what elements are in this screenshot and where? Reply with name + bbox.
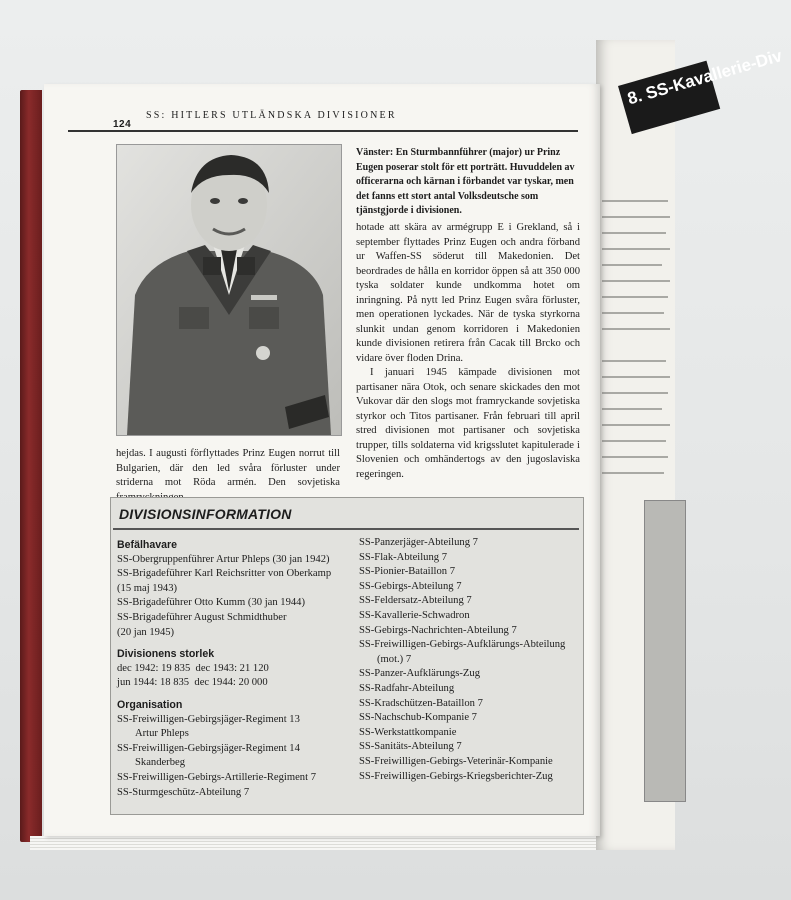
organisation-heading: Organisation <box>117 698 183 711</box>
page-number: 124 <box>113 119 132 130</box>
organisation-unit: SS-Werkstattkompanie <box>359 726 457 738</box>
page-stack <box>30 836 620 850</box>
body-paragraph: hotade att skära av armégrupp E i Grekland, så i september flyttades Prinz Eugen och andra förband ur Waffen-SS söderut till Makedonien. Det beordrades de hålla en korridor öppen så att 350 000 tyska soldater kunde undkomma hotet om inringning. På nytt led Prinz Eugen svåra förluster, men operationen lyckades. När de tyska styrkorna slunkit undan genom korridoren i Makedonien kunde divisionen retirera från Cacak till Brcko och vidare över floden Drina. <box>356 222 580 364</box>
running-head: SS: HITLERS UTLÄNDSKA DIVISIONER <box>146 110 397 121</box>
organisation-unit: SS-Freiwilligen-Gebirgs-Kriegsberichter-Zug <box>359 770 553 782</box>
organisation-list-left <box>117 713 363 801</box>
body-paragraph: hejdas. I augusti förflyttades Prinz Eugen norrut till Bulgarien, där den led svåra förluster under striderna mot Röda armén. Den sovjetiska <box>116 448 340 488</box>
commander-line: SS-Brigadeführer Karl Reichsritter von Oberkamp <box>117 568 332 580</box>
portrait-illustration <box>117 145 341 435</box>
info-box-title: DIVISIONSINFORMATION <box>119 506 292 522</box>
organisation-unit: SS-Gebirgs-Abteilung 7 <box>359 580 462 592</box>
info-left-column <box>117 535 363 800</box>
organisation-unit: SS-Panzer-Aufklärungs-Zug <box>359 668 481 680</box>
organisation-unit: SS-Freiwilligen-Gebirgsjäger-Regiment 13 <box>117 713 300 725</box>
commander-line: SS-Obergruppenführer Artur Phleps (30 jan 1942) <box>117 553 330 565</box>
organisation-unit: SS-Nachschub-Kompanie 7 <box>359 712 477 724</box>
organisation-unit: SS-Pionier-Bataillon 7 <box>359 566 456 578</box>
strength-line: dec 1942: 19 835 dec 1943: 21 120 <box>117 662 269 674</box>
organisation-unit: SS-Freiwilligen-Gebirgs-Veterinär-Kompanie <box>359 755 553 767</box>
organisation-unit: Skanderbeg <box>135 757 186 769</box>
header-rule <box>68 130 578 132</box>
facing-page <box>596 40 785 850</box>
portrait-photo <box>116 144 342 436</box>
facing-page-title-banner <box>618 46 785 134</box>
division-info-box <box>110 497 584 815</box>
organisation-unit: SS-Freiwilligen-Gebirgsjäger-Regiment 14 <box>117 742 300 754</box>
organisation-unit: SS-Flak-Abteilung 7 <box>359 551 447 563</box>
commander-line: SS-Brigadeführer Otto Kumm (30 jan 1944) <box>117 597 306 609</box>
organisation-unit: SS-Panzerjäger-Abteilung 7 <box>359 537 478 548</box>
organisation-unit: SS-Radfahr-Abteilung <box>359 682 455 694</box>
organisation-list-right <box>359 536 581 784</box>
organisation-unit: (mot.) 7 <box>377 653 412 665</box>
strength-line: jun 1944: 18 835 dec 1944: 20 000 <box>117 677 268 689</box>
facing-page-title: 8. SS-Kavallerie-Div <box>625 46 785 109</box>
body-text-right-column <box>356 221 580 482</box>
commanders-heading: Befälhavare <box>117 539 178 551</box>
strength-heading: Divisionens storlek <box>117 648 215 661</box>
commander-line: SS-Brigadeführer August Schmidthuber <box>117 611 287 623</box>
organisation-unit: SS-Sanitäts-Abteilung 7 <box>359 741 462 753</box>
info-box-rule <box>113 528 579 530</box>
organisation-unit: SS-Freiwilligen-Gebirgs-Artillerie-Regiment 7 <box>117 771 316 783</box>
organisation-unit: SS-Kavallerie-Schwadron <box>359 609 470 621</box>
body-paragraph: I januari 1945 kämpade divisionen mot partisaner nära Otok, och senare skickades den mot Vukovar där den slogs mot framryckande sovjetiska styrkor och Titos partisaner. Från februari till april stred divisionen mot partisaner och sovjetiska trupper, tills soldaterna vid krigsslutet kapitulerade i Slovenien och omhändertogs av den jugoslaviska regeringen. <box>356 367 580 480</box>
commander-line: (15 maj 1943) <box>117 582 178 594</box>
book-cover-edge <box>20 90 42 842</box>
organisation-unit: SS-Gebirgs-Nachrichten-Abteilung 7 <box>359 624 517 636</box>
organisation-unit: SS-Sturmgeschütz-Abteilung 7 <box>117 786 250 798</box>
facing-page-photo <box>644 500 686 802</box>
organisation-unit: Artur Phleps <box>135 728 189 740</box>
info-right-column <box>359 536 581 784</box>
organisation-unit: SS-Kradschützen-Bataillon 7 <box>359 697 483 709</box>
organisation-unit: SS-Feldersatz-Abteilung 7 <box>359 595 472 607</box>
commander-line: (20 jan 1945) <box>117 626 175 638</box>
photo-caption: Vänster: En Sturmbannführer (major) ur Prinz Eugen poserar stolt för ett porträtt. Huvuddelen av officerarna och kärnan i förbandet var tyskar, men det fanns ett stort antal Volksdeutsche som tjänstgjorde i divisionen. <box>356 147 575 217</box>
organisation-unit: SS-Freiwilligen-Gebirgs-Aufklärungs-Abteilung <box>359 639 566 651</box>
